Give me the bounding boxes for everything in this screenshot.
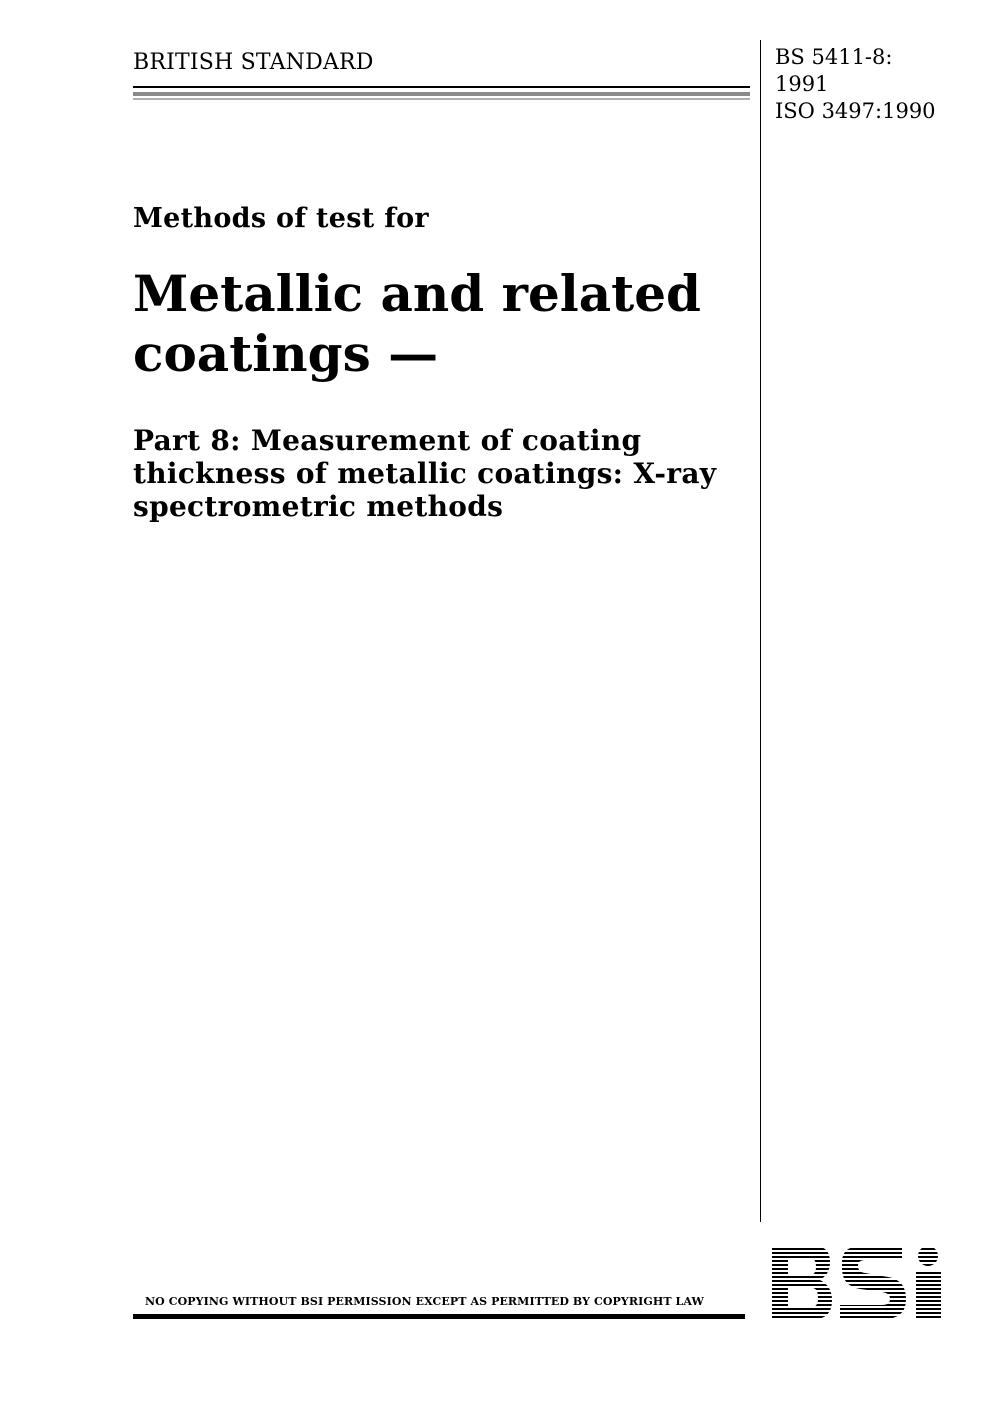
footer-rule: [133, 1314, 745, 1319]
copyright-notice: NO COPYING WITHOUT BSI PERMISSION EXCEPT AS PERMITTED BY COPYRIGHT LAW: [145, 1295, 704, 1308]
header-rule-thin: [133, 86, 750, 88]
standard-type-label: BRITISH STANDARD: [133, 50, 374, 75]
standard-number-year: 1991: [775, 72, 829, 96]
header-rule-gray-lower: [133, 98, 750, 100]
standard-number-iso: ISO 3497:1990: [775, 99, 936, 123]
part-title-line-3: spectrometric methods: [133, 490, 504, 523]
main-title-line-2: coatings —: [133, 324, 439, 383]
header-rule-gray: [133, 92, 750, 96]
bsi-logo-icon: [770, 1244, 946, 1321]
standard-number-block: [775, 44, 936, 125]
document-subtitle: Methods of test for: [133, 203, 429, 234]
part-title-line-1: Part 8: Measurement of coating: [133, 424, 642, 457]
document-main-title: [133, 264, 743, 384]
part-title-line-2: thickness of metallic coatings: X-ray: [133, 457, 717, 490]
document-part-title: [133, 424, 743, 523]
margin-vertical-rule: [760, 40, 761, 1222]
main-title-line-1: Metallic and related: [133, 264, 702, 323]
standard-number-bs: BS 5411-8:: [775, 45, 893, 69]
